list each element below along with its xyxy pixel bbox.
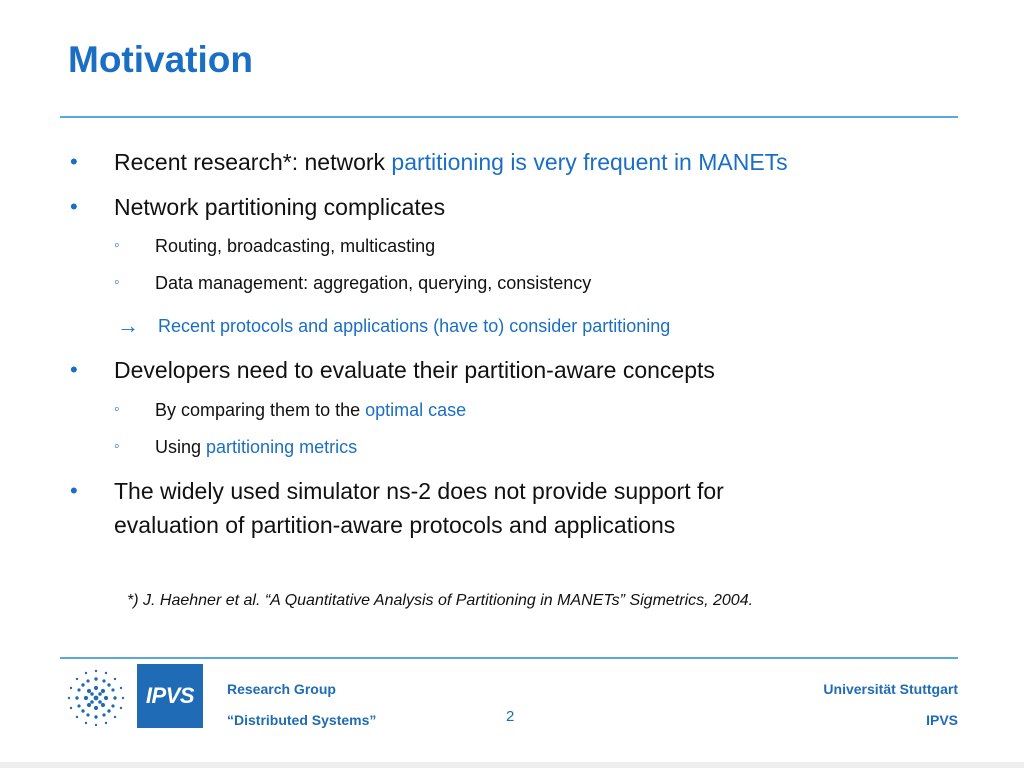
bullet-3-sub-1-text xyxy=(155,397,466,423)
bullet-2-conclusion-text: Recent protocols and applications (have to) consider partitioning xyxy=(158,316,671,336)
right-arrow-icon: → xyxy=(117,313,139,338)
bullet-2-sub-2-text: Data management: aggregation, querying, consistency xyxy=(155,273,592,293)
bullet-dot-icon: • xyxy=(70,478,78,503)
bullet-3-sub-2-prefix: Using xyxy=(155,437,207,457)
bullet-3-text: Developers need to evaluate their partition-aware concepts xyxy=(114,357,715,383)
bullet-3-sub-1-prefix: By comparing them to the xyxy=(155,400,366,420)
footer-group-name: “Distributed Systems” xyxy=(227,712,377,728)
title-divider xyxy=(60,116,958,118)
bullet-4-line-1: The widely used simulator ns-2 does not provide support for xyxy=(114,478,724,504)
ipvs-logo: IPVS xyxy=(137,664,203,728)
bullet-2-sub-1-text: Routing, broadcasting, multicasting xyxy=(155,236,436,256)
bullet-dot-icon: • xyxy=(70,194,78,219)
bullet-3-sub-2-text xyxy=(155,434,357,460)
footer-institute: IPVS xyxy=(926,712,958,728)
footnote-citation: *) J. Haehner et al. “A Quantitative Analysis of Partitioning in MANETs” Sigmetrics, 2004. xyxy=(127,592,754,609)
bullet-dot-icon: • xyxy=(70,357,78,382)
footer-divider xyxy=(60,657,958,659)
ring-bullet-icon: ◦ xyxy=(114,274,120,291)
dotted-sphere-logo-icon xyxy=(64,666,128,730)
bullet-1-highlight: partitioning is very frequent in MANETs xyxy=(391,149,788,175)
bullet-4-line-2: evaluation of partition-aware protocols and applications xyxy=(114,512,676,538)
slide-title: Motivation xyxy=(68,39,253,80)
bullet-dot-icon: • xyxy=(70,149,78,174)
ring-bullet-icon: ◦ xyxy=(114,401,120,418)
page-number: 2 xyxy=(506,708,515,725)
ring-bullet-icon: ◦ xyxy=(114,438,120,455)
bullet-1-prefix: Recent research*: network xyxy=(114,149,392,175)
bullet-1-text xyxy=(114,145,788,179)
footer-research-group: Research Group xyxy=(227,681,336,697)
bottom-edge xyxy=(0,762,1024,768)
ring-bullet-icon: ◦ xyxy=(114,237,120,254)
bullet-3-sub-2-highlight: partitioning metrics xyxy=(206,437,358,457)
footer-university: Universität Stuttgart xyxy=(823,681,958,697)
bullet-2-text: Network partitioning complicates xyxy=(114,194,446,220)
bullet-3-sub-1-highlight: optimal case xyxy=(365,400,467,420)
